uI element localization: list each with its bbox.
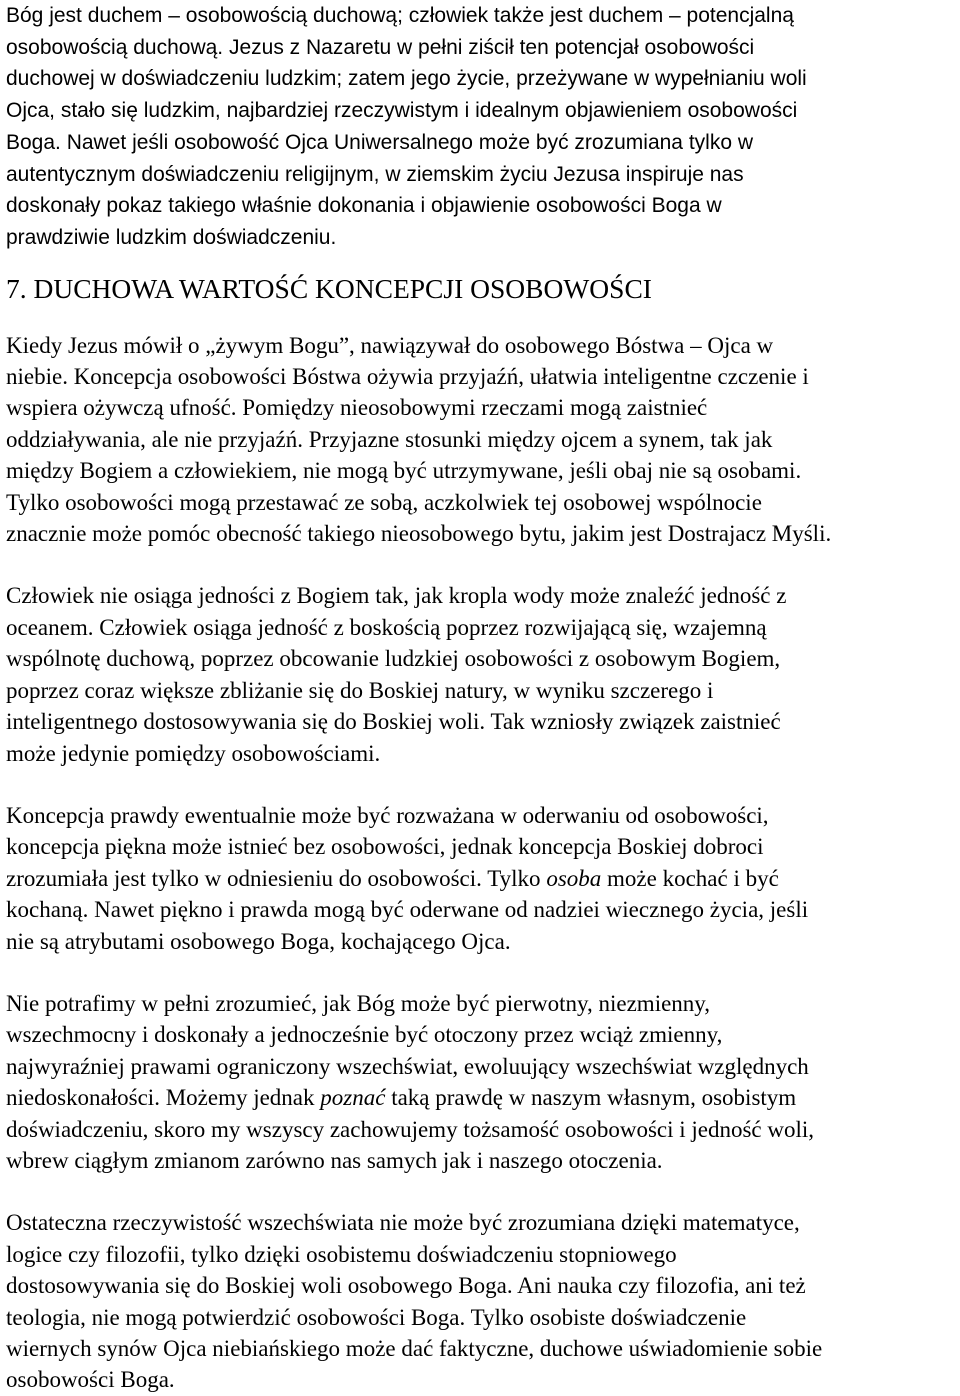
text-line: teologia, nie mogą potwierdzić osobowości Boga. Tylko osobiste doświadczenie	[6, 1304, 747, 1330]
text-line: osobowości Boga.	[6, 1367, 175, 1393]
text-line: prawdziwie ludzkim doświadczeniu.	[6, 225, 337, 249]
spacer	[6, 549, 958, 580]
text-line: wspiera ożywczą ufność. Pomiędzy nieosobowymi rzeczami mogą zaistnieć	[6, 395, 708, 421]
spacer	[6, 769, 958, 800]
text-line: oddziaływania, ale nie przyjaźń. Przyjazne stosunki między ojcem a synem, tak jak	[6, 426, 773, 452]
text-run: może kochać i być	[601, 865, 779, 891]
text-line: Kiedy Jezus mówił o „żywym Bogu”, nawiązywał do osobowego Bóstwa – Ojca w	[6, 332, 774, 358]
text-line	[6, 863, 958, 894]
text-line: może jedynie pomiędzy osobowościami.	[6, 740, 381, 766]
text-line: kochaną. Nawet piękno i prawda mogą być oderwane od nadziei wiecznego życia, jeśli	[6, 897, 809, 923]
text-line: Człowiek nie osiąga jedności z Bogiem tak, jak kropla wody może znaleźć jedność z	[6, 583, 787, 609]
spacer	[6, 306, 958, 330]
text-line: doskonały pokaz takiego właśnie dokonania i objawienie osobowości Boga w	[6, 194, 722, 218]
spacer	[6, 1176, 958, 1207]
paragraph-ultimate-reality	[6, 1207, 958, 1395]
text-line: Koncepcja prawdy ewentualnie może być rozważana w oderwaniu od osobowości,	[6, 802, 769, 828]
text-line: nie są atrybutami osobowego Boga, kochającego Ojca.	[6, 928, 511, 954]
text-line: inteligentnego dostosowywania się do Boskiej woli. Tak wzniosły związek zaistnieć	[6, 709, 781, 735]
paragraph-unity-with-god	[6, 580, 958, 768]
text-line: między Bogiem a człowiekiem, nie mogą być utrzymywane, jeśli obaj nie są osobami.	[6, 458, 802, 484]
document-page	[6, 0, 958, 1396]
text-line: wbrew ciągłym zmianom zarówno nas samych jak i naszego otoczenia.	[6, 1147, 663, 1173]
text-line: dostosowywania się do Boskiej woli osobowego Boga. Ani nauka czy filozofia, ani też	[6, 1273, 806, 1299]
text-line: Boga. Nawet jeśli osobowość Ojca Uniwersalnego może być zrozumiana tylko w	[6, 130, 753, 154]
text-line: Tylko osobowości mogą przestawać ze sobą, aczkolwiek tej osobowej wspólnocie	[6, 489, 762, 515]
text-line	[6, 1082, 958, 1113]
paragraph-truth-beauty-goodness	[6, 800, 958, 957]
text-line: wiernych synów Ojca niebiańskiego może dać faktyczne, duchowe uświadomienie sobie	[6, 1336, 823, 1361]
intro-paragraph	[6, 0, 958, 254]
text-line: wszechmocny i doskonały a jednocześnie być otoczony przez wciąż zmienny,	[6, 1022, 723, 1048]
text-line: najwyraźniej prawami ograniczony wszechświat, ewoluujący wszechświat względnych	[6, 1053, 809, 1079]
text-run: zrozumiała jest tylko w odniesieniu do osobowości. Tylko	[6, 865, 547, 891]
text-line: doświadczeniu, skoro my wszyscy zachowujemy tożsamość osobowości i jedność woli,	[6, 1116, 815, 1142]
text-line: oceanem. Człowiek osiąga jedność z boskością poprzez rozwijającą się, wzajemną	[6, 614, 767, 640]
text-line: autentycznym doświadczeniu religijnym, w ziemskim życiu Jezusa inspiruje nas	[6, 162, 744, 186]
text-line: Ojca, stało się ludzkim, najbardziej rzeczywistym i idealnym objawieniem osobowości	[6, 99, 798, 123]
paragraph-understanding-god	[6, 988, 958, 1176]
text-line: znacznie może pomóc obecność takiego nieosobowego bytu, jakim jest Dostrajacz Myśli.	[6, 521, 832, 547]
emphasis-text: osoba	[546, 865, 602, 891]
text-run: niedoskonałości. Możemy jednak	[6, 1085, 321, 1111]
text-line: Ostateczna rzeczywistość wszechświata nie może być zrozumiana dzięki matematyce,	[6, 1210, 800, 1236]
emphasis-text: poznać	[320, 1085, 386, 1111]
spacer	[6, 254, 958, 272]
text-line: osobowością duchową. Jezus z Nazaretu w pełni ziścił ten potencjał osobowości	[6, 35, 755, 59]
section-heading: 7. DUCHOWA WARTOŚĆ KONCEPCJI OSOBOWOŚCI	[6, 272, 652, 304]
text-run: taką prawdę w naszym własnym, osobistym	[385, 1085, 797, 1111]
text-line: wspólnotę duchową, poprzez obcowanie ludzkiej osobowości z osobowym Bogiem,	[6, 646, 781, 672]
paragraph-personality-value	[6, 330, 958, 550]
text-line: koncepcja piękna może istnieć bez osobowości, jednak koncepcja Boskiej dobroci	[6, 834, 764, 860]
text-line: Bóg jest duchem – osobowością duchową; człowiek także jest duchem – potencjalną	[6, 4, 794, 27]
text-line: logice czy filozofii, tylko dzięki osobistemu doświadczeniu stopniowego	[6, 1241, 677, 1267]
text-line: niebie. Koncepcja osobowości Bóstwa ożywia przyjaźń, ułatwia inteligentne czczenie i	[6, 364, 809, 390]
text-line: duchowej w doświadczeniu ludzkim; zatem jego życie, przeżywane w wypełnianiu woli	[6, 67, 807, 91]
text-line: Nie potrafimy w pełni zrozumieć, jak Bóg może być pierwotny, niezmienny,	[6, 990, 711, 1016]
spacer	[6, 957, 958, 988]
text-line: poprzez coraz większe zbliżanie się do Boskiej natury, w wyniku szczerego i	[6, 677, 714, 703]
